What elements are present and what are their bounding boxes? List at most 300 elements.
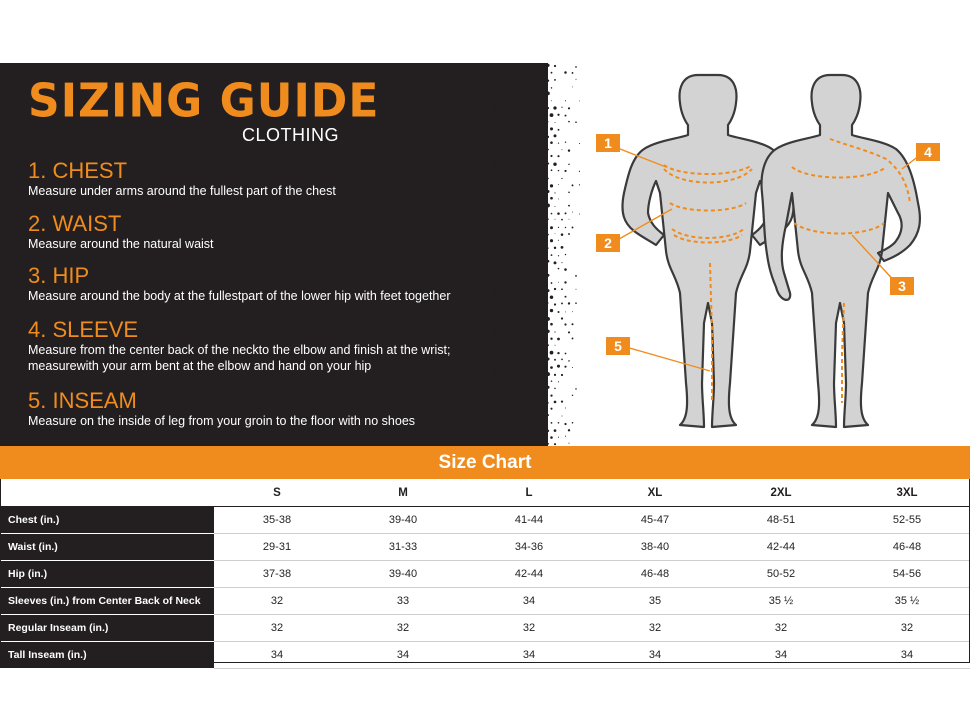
- halftone-dot: [540, 261, 542, 263]
- halftone-dot: [514, 98, 519, 103]
- halftone-dot: [531, 77, 536, 82]
- halftone-dot: [493, 167, 499, 173]
- halftone-dot: [561, 288, 563, 290]
- table-row: [0, 561, 970, 588]
- halftone-dot: [539, 372, 543, 376]
- marker-2-label: 2: [604, 235, 612, 251]
- halftone-dot: [521, 407, 527, 413]
- halftone-dot: [536, 155, 539, 158]
- halftone-dot: [490, 328, 495, 334]
- halftone-dot: [496, 273, 503, 280]
- halftone-dot: [532, 386, 535, 389]
- halftone-dot: [539, 345, 542, 348]
- row-label: Regular Inseam (in.): [0, 615, 214, 642]
- halftone-dot: [499, 336, 506, 343]
- halftone-dot: [522, 421, 525, 424]
- halftone-dot: [518, 372, 522, 376]
- halftone-dot: [503, 259, 510, 266]
- halftone-dot: [565, 408, 566, 409]
- halftone-dot: [515, 435, 519, 439]
- halftone-dot: [564, 366, 566, 368]
- halftone-dot: [517, 119, 522, 124]
- table-cell: 32: [844, 615, 970, 642]
- halftone-dot: [521, 113, 526, 118]
- halftone-dot: [529, 85, 532, 88]
- halftone-dot: [493, 210, 499, 216]
- halftone-dot: [528, 140, 533, 145]
- halftone-dot: [506, 364, 512, 370]
- halftone-dot: [561, 317, 563, 319]
- halftone-dot: [553, 162, 556, 165]
- table-cell: 48-51: [718, 507, 844, 534]
- halftone-dot: [524, 330, 530, 336]
- halftone-dot: [522, 366, 525, 369]
- marker-5-label: 5: [614, 338, 622, 354]
- halftone-dot: [554, 303, 556, 305]
- marker-5-badge: [606, 337, 630, 355]
- halftone-dot: [546, 64, 549, 67]
- halftone-dot: [543, 392, 546, 395]
- halftone-dot: [514, 252, 520, 258]
- halftone-dot: [497, 400, 502, 405]
- halftone-dot: [544, 101, 545, 102]
- halftone-dot: [532, 329, 536, 333]
- table-cell: 52-55: [844, 507, 970, 534]
- halftone-dot: [550, 155, 552, 157]
- halftone-dot: [525, 288, 530, 293]
- halftone-dot: [502, 244, 509, 251]
- halftone-dot: [572, 395, 573, 396]
- halftone-dot: [540, 247, 542, 249]
- halftone-dot: [568, 191, 570, 193]
- halftone-dot: [536, 114, 540, 118]
- halftone-dot: [499, 378, 506, 385]
- halftone-dot: [490, 118, 496, 126]
- halftone-dot: [565, 296, 567, 298]
- halftone-dot: [543, 142, 547, 146]
- halftone-dot: [510, 118, 516, 124]
- halftone-dot: [517, 427, 522, 432]
- marker-4-badge: [916, 143, 940, 161]
- halftone-dot: [561, 302, 563, 304]
- halftone-dot: [547, 344, 549, 346]
- halftone-dot: [528, 155, 532, 159]
- halftone-dot: [575, 121, 577, 123]
- halftone-dot: [550, 141, 553, 144]
- halftone-dot: [514, 155, 518, 159]
- halftone-dot: [525, 93, 528, 96]
- halftone-dot: [558, 437, 559, 438]
- halftone-dot: [536, 366, 540, 370]
- halftone-dot: [493, 337, 499, 343]
- table-cell: 35 ½: [844, 588, 970, 615]
- halftone-dot: [547, 149, 549, 151]
- halftone-dot: [515, 142, 519, 146]
- halftone-dot: [561, 374, 563, 376]
- halftone-dot: [504, 231, 508, 235]
- halftone-dot: [572, 184, 574, 186]
- halftone-dot: [535, 252, 540, 257]
- halftone-dot: [522, 324, 525, 327]
- halftone-dot: [503, 63, 509, 69]
- halftone-dot: [515, 379, 519, 383]
- halftone-dot: [515, 323, 519, 327]
- halftone-dot: [514, 195, 520, 201]
- halftone-dot: [511, 148, 516, 153]
- measure-description: Measure under arms around the fullest part of the chest: [28, 184, 336, 198]
- guide-title: SIZING GUIDE: [28, 74, 380, 129]
- halftone-dot: [568, 233, 570, 235]
- halftone-dot: [568, 429, 570, 431]
- halftone-dot: [550, 184, 553, 187]
- halftone-dot: [528, 421, 532, 425]
- halftone-dot: [503, 90, 509, 96]
- halftone-dot: [551, 213, 553, 215]
- measure-heading: 1. CHEST: [28, 158, 128, 183]
- size-chart-title: Size Chart: [0, 446, 970, 479]
- halftone-dot: [511, 344, 515, 348]
- halftone-dot: [521, 154, 526, 159]
- halftone-dot: [514, 211, 518, 215]
- halftone-dot: [507, 309, 512, 314]
- halftone-dot: [536, 295, 539, 298]
- halftone-dot: [575, 79, 576, 80]
- halftone-dot: [546, 357, 549, 360]
- halftone-dot: [492, 237, 499, 244]
- halftone-dot: [572, 86, 573, 87]
- halftone-dot: [536, 240, 539, 243]
- measure-description: Measure from the center back of the neckto the elbow and finish at the wrist;: [28, 343, 451, 357]
- halftone-dot: [514, 392, 518, 396]
- halftone-dot: [526, 106, 529, 109]
- halftone-dot: [517, 357, 523, 363]
- table-frame-bottom: [0, 662, 970, 663]
- halftone-dot: [499, 139, 507, 147]
- halftone-dot: [557, 352, 559, 354]
- halftone-dot: [504, 399, 509, 404]
- halftone-dot: [529, 366, 533, 370]
- table-cell: 35: [592, 588, 718, 615]
- halftone-dot: [535, 184, 539, 188]
- halftone-dot: [539, 386, 543, 390]
- halftone-dot: [490, 63, 496, 70]
- marker-4-label: 4: [924, 144, 932, 160]
- halftone-dot: [506, 84, 513, 91]
- halftone-dot: [540, 274, 543, 277]
- halftone-dot: [536, 71, 540, 75]
- halftone-dot: [495, 371, 502, 378]
- halftone-dot: [503, 204, 508, 209]
- back-body-figure: [762, 75, 920, 427]
- halftone-dot: [521, 182, 526, 187]
- halftone-dot: [514, 406, 518, 410]
- halftone-dot: [546, 372, 550, 376]
- halftone-dot: [561, 416, 562, 417]
- table-cell: 32: [718, 615, 844, 642]
- halftone-dot: [558, 129, 560, 131]
- halftone-dot: [529, 225, 532, 228]
- halftone-dot: [493, 280, 499, 286]
- halftone-dot: [503, 329, 510, 336]
- halftone-dot: [504, 163, 508, 167]
- halftone-dot: [543, 337, 547, 341]
- table-cell: 35-38: [214, 507, 340, 534]
- halftone-dot: [493, 70, 499, 76]
- halftone-dot: [502, 132, 509, 139]
- halftone-dot: [517, 244, 523, 250]
- halftone-dot: [518, 400, 521, 403]
- halftone-dot: [507, 392, 512, 397]
- halftone-dot: [518, 260, 523, 265]
- halftone-dot: [526, 415, 529, 418]
- halftone-dot: [528, 253, 533, 258]
- halftone-dot: [565, 212, 567, 214]
- halftone-dot: [525, 386, 528, 389]
- halftone-dot: [528, 323, 533, 328]
- halftone-dot: [500, 420, 506, 426]
- halftone-dot: [550, 309, 553, 312]
- halftone-dot: [528, 280, 533, 285]
- halftone-dot: [572, 72, 574, 74]
- halftone-dot: [558, 143, 559, 144]
- halftone-dot: [551, 72, 553, 74]
- halftone-dot: [503, 343, 510, 350]
- measure-heading: 4. SLEEVE: [28, 317, 139, 342]
- halftone-dot: [544, 127, 545, 128]
- halftone-dot: [533, 274, 536, 277]
- halftone-dot: [495, 77, 502, 84]
- halftone-dot: [546, 330, 549, 333]
- halftone-dot: [554, 134, 557, 137]
- halftone-dot: [490, 76, 496, 83]
- halftone-dot: [521, 98, 525, 102]
- halftone-dot: [499, 252, 506, 259]
- halftone-dot: [514, 365, 520, 371]
- halftone-dot: [547, 274, 550, 277]
- halftone-dot: [510, 77, 515, 82]
- halftone-dot: [496, 134, 501, 139]
- halftone-dot: [529, 211, 532, 214]
- halftone-dot: [539, 231, 543, 235]
- halftone-dot: [510, 301, 517, 308]
- halftone-dot: [539, 316, 543, 320]
- halftone-dot: [529, 100, 532, 103]
- halftone-dot: [539, 64, 542, 67]
- halftone-dot: [529, 380, 531, 382]
- table-cell: 46-48: [844, 534, 970, 561]
- marker-1-label: 1: [604, 135, 612, 151]
- table-cell: 29-31: [214, 534, 340, 561]
- measure-waist: [28, 213, 214, 252]
- halftone-dot: [510, 398, 516, 404]
- row-label: Chest (in.): [0, 507, 214, 534]
- halftone-dot: [507, 337, 511, 341]
- halftone-dot: [510, 232, 516, 238]
- halftone-dot: [536, 225, 540, 229]
- halftone-dot: [518, 190, 521, 193]
- halftone-dot: [525, 218, 528, 221]
- halftone-dot: [547, 430, 549, 432]
- halftone-dot: [564, 71, 567, 74]
- halftone-dot: [532, 218, 536, 222]
- halftone-dot: [510, 175, 516, 181]
- halftone-dot: [517, 63, 522, 68]
- halftone-dot: [525, 78, 530, 83]
- halftone-dot: [539, 331, 543, 335]
- halftone-dot: [526, 233, 529, 236]
- halftone-dot: [506, 223, 512, 229]
- halftone-dot: [550, 323, 553, 326]
- halftone-dot: [539, 205, 543, 209]
- halftone-dot: [550, 395, 552, 397]
- halftone-dot: [568, 331, 570, 333]
- halftone-dot: [511, 217, 516, 222]
- halftone-dot: [558, 422, 560, 424]
- halftone-dot: [495, 328, 502, 335]
- halftone-dot: [539, 148, 543, 152]
- marker-1-badge: [596, 134, 620, 152]
- halftone-dot: [550, 366, 553, 369]
- halftone-dot: [510, 246, 515, 251]
- halftone-dot: [569, 219, 570, 220]
- measure-inseam: [28, 390, 415, 429]
- halftone-dot: [543, 169, 545, 171]
- halftone-dot: [510, 161, 517, 168]
- halftone-dot: [532, 119, 535, 122]
- halftone-dot: [547, 121, 548, 122]
- halftone-dot: [533, 289, 536, 292]
- halftone-dot: [572, 226, 574, 228]
- body-measurement-figures: [580, 63, 970, 446]
- halftone-dot: [547, 414, 549, 416]
- halftone-dot: [521, 141, 526, 146]
- halftone-dot: [496, 146, 503, 153]
- halftone-dot: [503, 120, 509, 126]
- halftone-dot: [497, 245, 502, 250]
- halftone-dot: [539, 287, 544, 292]
- halftone-dot: [521, 167, 527, 173]
- halftone-dot: [568, 149, 570, 151]
- halftone-dot: [522, 197, 525, 200]
- halftone-dot: [540, 163, 542, 165]
- table-cell: 31-33: [340, 534, 466, 561]
- halftone-dot: [507, 211, 511, 215]
- measure-hip: [28, 265, 450, 304]
- halftone-dot: [572, 338, 574, 340]
- halftone-dot: [499, 279, 506, 286]
- halftone-dot: [514, 113, 519, 118]
- halftone-dot: [575, 275, 577, 277]
- halftone-dot: [514, 168, 519, 173]
- halftone-dot: [490, 146, 496, 153]
- halftone-dot: [565, 311, 566, 312]
- halftone-dot: [532, 92, 536, 96]
- halftone-dot: [539, 91, 543, 95]
- halftone-dot: [565, 100, 566, 101]
- halftone-dot: [503, 104, 509, 110]
- halftone-dot: [565, 436, 566, 437]
- halftone-dot: [535, 322, 539, 326]
- measure-heading: 5. INSEAM: [28, 388, 137, 413]
- halftone-dot: [492, 181, 498, 187]
- halftone-dot: [521, 378, 527, 384]
- halftone-dot: [543, 86, 546, 89]
- halftone-dot: [536, 99, 538, 101]
- halftone-dot: [507, 266, 512, 271]
- halftone-dot: [503, 426, 509, 432]
- halftone-dot: [496, 316, 502, 322]
- halftone-dot: [522, 310, 525, 313]
- halftone-dot: [518, 274, 522, 278]
- halftone-dot: [554, 359, 556, 361]
- halftone-dot: [518, 385, 523, 390]
- table-cell: 34: [592, 642, 718, 669]
- halftone-dot: [533, 358, 536, 361]
- halftone-dot: [539, 415, 542, 418]
- halftone-dot: [525, 149, 529, 153]
- halftone-dot: [562, 149, 563, 150]
- halftone-dot: [532, 344, 535, 347]
- halftone-dot: [499, 307, 505, 313]
- halftone-dot: [507, 70, 512, 75]
- halftone-dot: [554, 288, 556, 290]
- halftone-dot: [511, 414, 516, 419]
- halftone-dot: [495, 342, 503, 350]
- halftone-dot: [532, 415, 535, 418]
- halftone-dot: [490, 300, 496, 308]
- halftone-dot: [521, 295, 527, 301]
- halftone-dot: [500, 266, 505, 271]
- halftone-dot: [506, 279, 513, 286]
- table-cell: 34: [466, 588, 592, 615]
- halftone-dot: [506, 406, 512, 412]
- halftone-dot: [561, 246, 564, 249]
- halftone-dot: [542, 435, 546, 439]
- halftone-dot: [500, 407, 505, 412]
- halftone-dot: [502, 356, 509, 363]
- halftone-dot: [550, 408, 552, 410]
- halftone-dot: [561, 107, 562, 108]
- halftone-dot: [555, 122, 556, 123]
- halftone-dot: [551, 254, 553, 256]
- halftone-dot: [492, 434, 498, 440]
- halftone-dot: [568, 121, 570, 123]
- halftone-dot: [572, 212, 573, 213]
- halftone-dot: [536, 408, 539, 411]
- halftone-dot: [490, 413, 496, 421]
- halftone-dot: [550, 239, 553, 242]
- halftone-dot: [507, 98, 511, 102]
- table-cell: 42-44: [466, 561, 592, 588]
- halftone-dot: [521, 84, 526, 89]
- halftone-dot: [490, 217, 495, 223]
- halftone-dot: [513, 281, 520, 288]
- halftone-dot: [522, 394, 526, 398]
- halftone-dot: [510, 203, 516, 209]
- halftone-dot: [514, 182, 519, 187]
- halftone-dot: [529, 168, 532, 171]
- halftone-dot: [518, 78, 521, 81]
- halftone-dot: [536, 169, 538, 171]
- halftone-dot: [554, 79, 556, 81]
- table-cell: 32: [466, 615, 592, 642]
- halftone-dot: [536, 140, 540, 144]
- halftone-dot: [506, 251, 512, 257]
- halftone-dot: [517, 230, 523, 236]
- halftone-dot: [500, 167, 506, 173]
- halftone-dot: [493, 351, 499, 357]
- halftone-dot: [565, 254, 566, 255]
